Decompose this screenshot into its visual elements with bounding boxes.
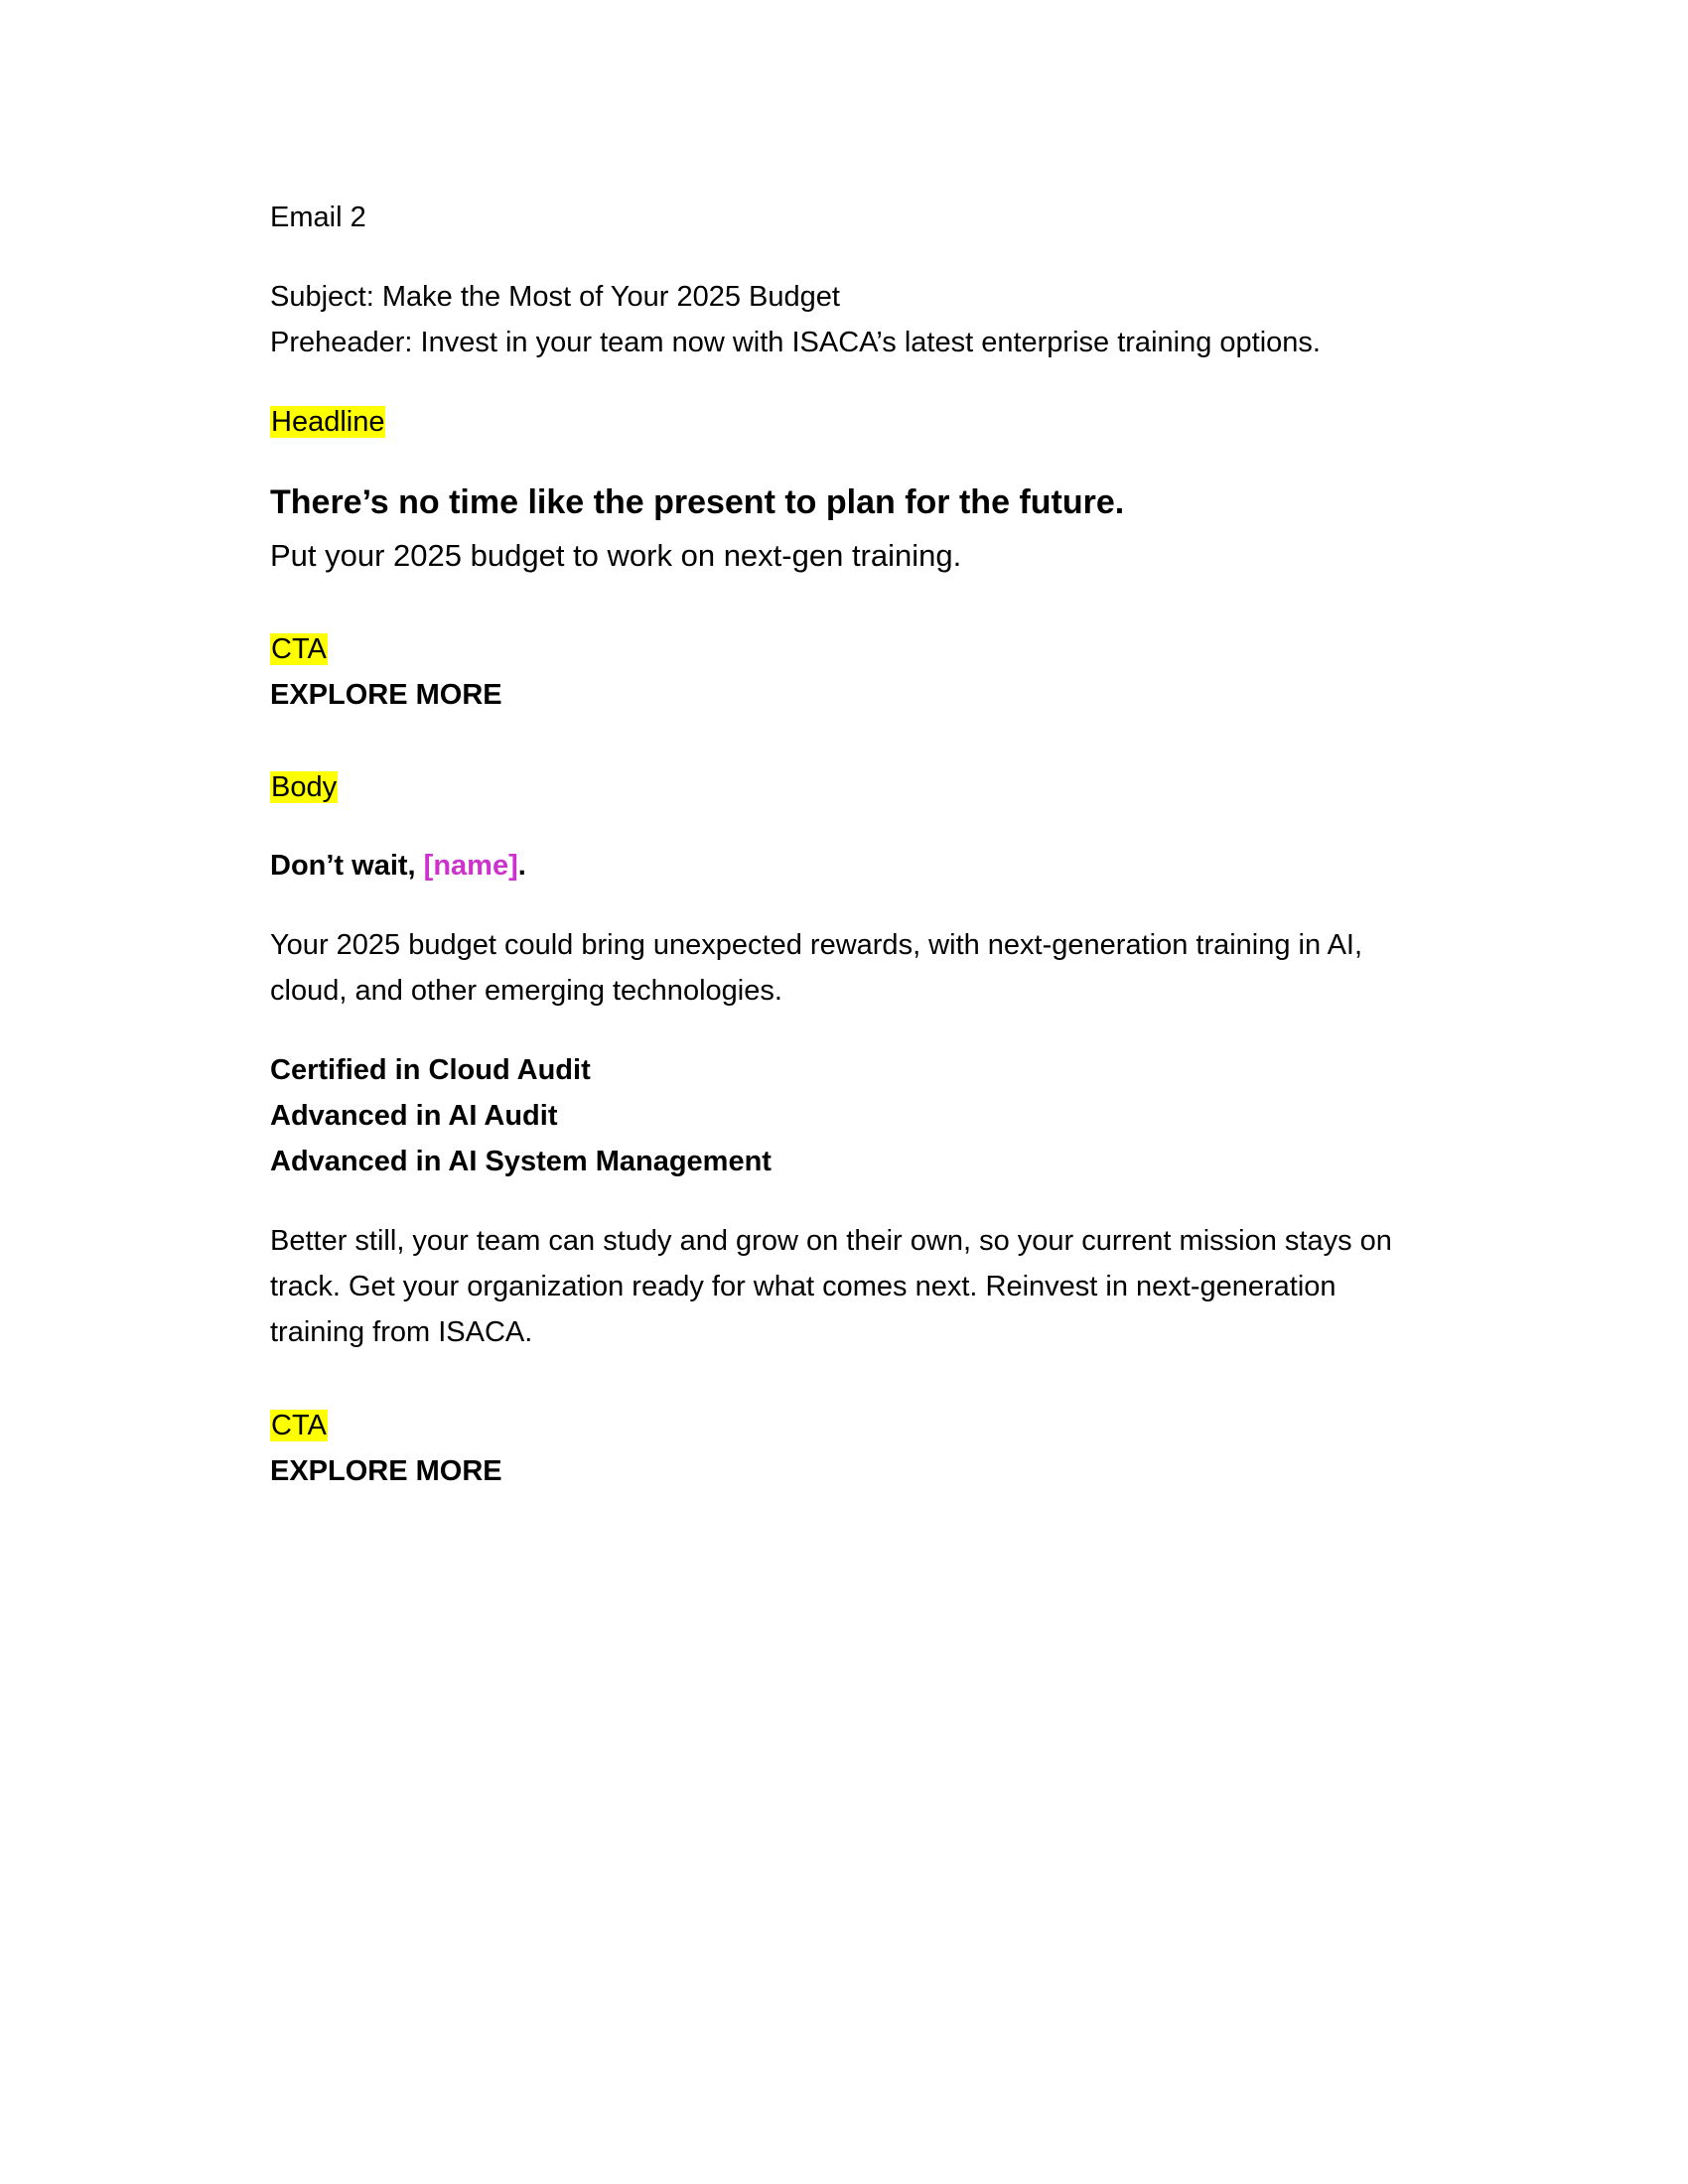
cta-tag-row-1 bbox=[270, 631, 328, 667]
subject-line: Subject: Make the Most of Your 2025 Budget bbox=[270, 281, 840, 313]
body-tag: Body bbox=[271, 771, 338, 803]
course-item: Advanced in AI System Management bbox=[270, 1146, 772, 1177]
body-paragraph-2-line-1: Better still, your team can study and grow on their own, so your current mission stays on bbox=[270, 1225, 1392, 1257]
greeting-prefix: Don’t wait, bbox=[270, 850, 424, 882]
document-page bbox=[270, 0, 1462, 2184]
greeting-suffix: . bbox=[517, 850, 526, 882]
course-item: Certified in Cloud Audit bbox=[270, 1054, 591, 1086]
cta-explore-more-2: EXPLORE MORE bbox=[270, 1455, 502, 1487]
greeting-line bbox=[270, 848, 526, 884]
cta-tag-1: CTA bbox=[271, 633, 327, 665]
subheadline: Put your 2025 budget to work on next-gen training. bbox=[270, 538, 962, 573]
course-item: Advanced in AI Audit bbox=[270, 1100, 558, 1132]
body-paragraph-2-line-3: training from ISACA. bbox=[270, 1316, 533, 1348]
body-paragraph-1-line-2: cloud, and other emerging technologies. bbox=[270, 975, 782, 1007]
headline-tag: Headline bbox=[271, 406, 385, 438]
preheader-line: Preheader: Invest in your team now with ISACA’s latest enterprise training options. bbox=[270, 327, 1321, 358]
body-tag-row bbox=[270, 769, 338, 805]
cta-tag-2: CTA bbox=[271, 1410, 327, 1441]
cta-explore-more-1: EXPLORE MORE bbox=[270, 679, 502, 711]
headline: There’s no time like the present to plan for the future. bbox=[270, 483, 1125, 521]
email-label: Email 2 bbox=[270, 202, 366, 233]
body-paragraph-1-line-1: Your 2025 budget could bring unexpected rewards, with next-generation training in AI, bbox=[270, 929, 1363, 961]
cta-tag-row-2 bbox=[270, 1408, 328, 1443]
headline-tag-row bbox=[270, 404, 385, 440]
body-paragraph-2-line-2: track. Get your organization ready for what comes next. Reinvest in next-generation bbox=[270, 1271, 1336, 1302]
name-merge-token: [name] bbox=[423, 850, 518, 882]
